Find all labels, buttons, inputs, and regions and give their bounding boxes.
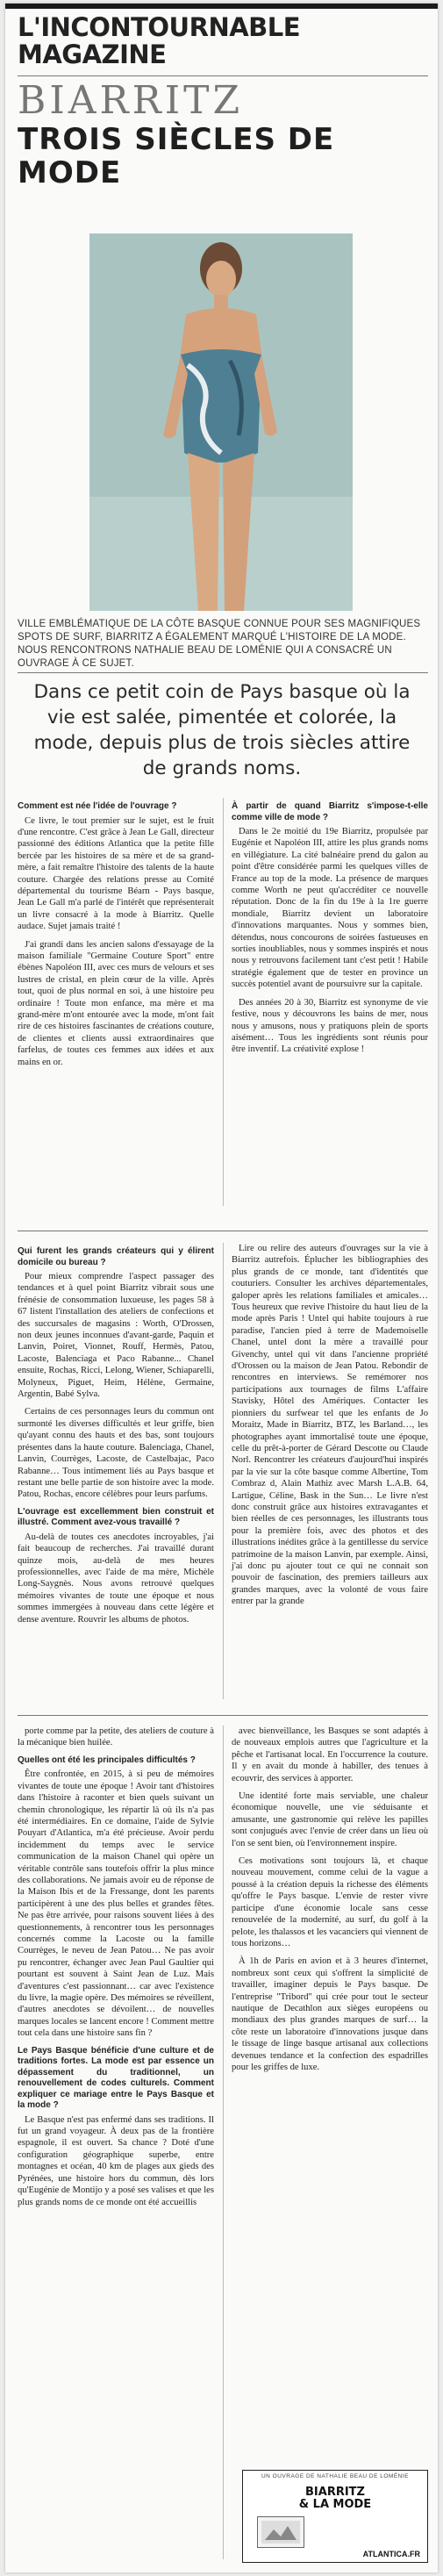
column-1 <box>18 798 214 1074</box>
paragraph: J'ai grandi dans les ancien salons d'essayage de la maison familiale "Germaine Couture Sport" entre ébènes Napoléon III, avec ces murs de velours et ses lustres de cristal, en plein cœur de la ville. Après tout, quoi de plus normal en soi, à une histoire peu ordinaire ! Toute mon enfance, ma mère et ma grand-mère m'ont entourée avec la mode, m'ont fait rire de ces histoires fascinantes de créations couture, de clientes et clients aussi extraordinaires que farfelus, de toutes ces femmes aux idées et aux mains en or. <box>18 939 214 1067</box>
top-bar <box>5 4 438 9</box>
section-rule <box>18 1715 428 1716</box>
column-separator <box>223 1726 224 2559</box>
column-3 <box>18 1243 214 1632</box>
paragraph: À 1h de Paris en avion et à 3 heures d'internet, nombreux sont ceux qui s'offrent la simplicité de travailler, imaginer depuis le Pays basque. De l'entreprise "Tribord" qui crée pour tout le secteur nautique de Decathlon aux sièges européens ou mondiaux des plus grandes marques de surf… la côte reste un laboratoire d'innovations jusque dans le tissage de linge basque artisanal aux collections devenues tendance et la confection des espadrilles pour les griffes de luxe. <box>232 1956 428 2072</box>
question: L'ouvrage est excellemment bien construit et illustré. Comment avez-vous travaillé ? <box>18 1506 214 1528</box>
question: Comment est née l'idée de l'ouvrage ? <box>18 801 177 811</box>
publisher-website: ATLANTICA.FR <box>362 2550 420 2558</box>
article-lede: VILLE EMBLÉMATIQUE DE LA CÔTE BASQUE CONNUE POUR SES MAGNIFIQUES SPOTS DE SURF, BIARRITZ A ÉGALEMENT MARQUÉ L'HISTOIRE DE LA MODE. NOUS RENCONTRONS NATHALIE BEAU DE LOMÉNIE QUI A CONSACRÉ UN OUVRAGE À CE SUJET. <box>18 619 421 669</box>
ad-title-line: BIARRITZ <box>305 2486 365 2499</box>
column-separator <box>223 1243 224 1699</box>
book-advert <box>242 2470 428 2563</box>
article-title-city: BIARRITZ <box>18 78 244 123</box>
ad-book-title <box>243 2486 427 2511</box>
paragraph: Ces motivations sont toujours là, et chaque nouveau mouvement, comme celui de la vague a poussé à la création depuis la richesse des éléments qu'offre le Pays basque. L'envie de rester vivre participe d'une économie locale sans cesse renouvelée de la modernité, au surf, du golf à la pelote, les thalassos et les vacanciers qui viennent de tous horizons… <box>232 1856 428 1948</box>
book-cover-icon <box>258 2517 304 2547</box>
column-separator <box>223 798 224 1206</box>
magazine-page <box>5 4 438 2572</box>
paragraph: Des années 20 à 30, Biarritz est synonyme de vie festive, nous y découvrons les bains de mer, nous nous y amusons, nous y pratiquons plein de sports aisément… Tous les ingrédients sont réunis pour être inventif. La créativité explose ! <box>232 997 428 1055</box>
paragraph: Une identité forte mais serviable, une chaleur économique nouvelle, une vie séduisante et amusante, une gastronomie qui relève les papilles sont conjugués avec l'envie de créer dans un lieu où l'on se sent bien, où l'environnement inspire. <box>232 1791 428 1848</box>
swimsuit-model-illustration <box>89 233 353 611</box>
ad-tagline: UN OUVRAGE DE NATHALIE BEAU DE LOMÉNIE <box>261 2473 410 2479</box>
pull-quote: Dans ce petit coin de Pays basque où la vie est salée, pimentée et colorée, la mode, depuis plus de trois siècles attire de grands noms. <box>33 681 411 779</box>
question: Le Pays Basque bénéficie d'une culture et de traditions fortes. La mode est par essence un dépassement du traditionnel, un renouvellement de codes culturels. Comment expliquer ce mariage entre le Pays Basque et la mode ? <box>18 2045 214 2111</box>
paragraph: porte comme par la petite, des ateliers de couture à la mécanique bien huilée. <box>18 1726 214 1748</box>
question: Qui furent les grands créateurs qui y élirent domicile ou bureau ? <box>18 1246 214 1267</box>
column-2 <box>232 798 428 1062</box>
paragraph: avec bienveillance, les Basques se sont adaptés à de nouveaux emplois autres que l'agriculture et la pêche et l'artisanat local. En l'occurrence la couture. Il y en avait du monde à habiller, des tenues à ecouvrir, des services à apporter. <box>232 1726 428 1783</box>
header-rule <box>18 75 428 76</box>
paragraph: Certains de ces personnages leurs du commun ont surmonté les diverses difficultés et leur griffe, bien qu'ayant connu des hauts et des bas, sont toujours présentes dans la haute couture. Balenciaga, Chanel, Lanvin, Courrèges, Lacoste, de Castelbajac, Paco Rabanne… Tous intimement liés au Pays basque et restant une belle partie de son histoire avec la mode. Patou, Rochas, encore célèbres pour leurs parfums. <box>18 1407 214 1500</box>
paragraph: Dans le 2e moitié du 19e Biarritz, propulsée par Eugénie et Napoléon III, attire les plus grands noms en villégiature. La cité balnéaire prend du galon au point d'être considérée parmi les quelques villes de France au top de la mode. La présence de marques comme Worth ne peut qu'accréditer ce nouvelle réputation. Donc de la fin du 19e à la 1re guerre mondiale, Biarritz devient un laboratoire d'innovations marquantes. Nous y sommes bien, détendus, nous concourons de soirées fastueuses en sorties inoubliables, nous y sommes inspirés et nous nous y retrouvons facilement tant c'est petit ! Habile stratégie également que de tester en province un succès potentiel avant de poursuivre sur la capitale. <box>232 827 428 990</box>
paragraph: Le Basque n'est pas enfermé dans ses traditions. Il fut un grand voyageur. À deux pas de la frontière espagnole, il est ouvert. Sa chance ? Doté d'une configuration géographique superbe, entre montagnes et océan, 40 km de plages aux gieds des Pyrénées, une histoire hors du commun, dès lors qu'Eugénie de Montijo y a posé ses valises et que les plus grands noms de ce monde ont été accueillis <box>18 2114 214 2207</box>
column-4 <box>232 1243 428 1614</box>
paragraph: Au-delà de toutes ces anecdotes incroyables, j'ai fait beaucoup de recherches. J'ai travaillé durant quinze mois, au-delà de mes heures professionnelles, avec l'aide de ma mère, Michèle Long-Saygnès. Nous avons retrouvé quelques mémoires vivantes de toute une époque et nous sommes immergées à nouveau dans cette légère et dense aventure. Rouvrir les albums de photos. <box>18 1532 214 1625</box>
paragraph: Pour mieux comprendre l'aspect passager des tendances et à quel point Biarritz vibrait sous une frénésie de consommation luxueuse, les pages 58 à 67 listent l'installation des ateliers de confections et des succursales de magasins : Worth, O'Drossen, non deux jeunes inconnues d'avant-garde, Paquin et Lanvin, Poiret, Vionnet, Rouff, Hermès, Patou, Lacoste, Balenciaga et Paco Rabanne... Chanel ensuite, Rochas, Ricci, Lelong, Wiener, Schiaparelli, Molyneux, Piguet, Heim, Hélène, Germaine, Argentin, Babé Sylva. <box>18 1272 214 1400</box>
lede-rule <box>18 672 428 673</box>
article-title: TROIS SIÈCLES DE MODE <box>18 122 335 190</box>
question: À partir de quand Biarritz s'impose-t-elle comme ville de mode ? <box>232 801 428 822</box>
paragraph: Ce livre, le tout premier sur le sujet, est le fruit d'une rencontre. C'est grâce à Jean Le Gall, directeur passionné des éditions Atlantica que la petite fille bercée par les histoires de sa mère et de sa grand-mère, a fait remaître l'histoire des talents de la haute couture. Chargée des relations presse au Comité départemental du tourisme Béarn - Pays basque, Jean Le Gall m'a parlé de l'intérêt que représenterait un livre consacré à la mode à Biarritz. Quelle audace. Sujet jamais traité ! <box>18 815 214 932</box>
model-photo <box>89 233 353 611</box>
question: Quelles ont été les principales difficultés ? <box>18 1754 196 1765</box>
column-6 <box>232 1726 428 2079</box>
paragraph: Lire ou relire des auteurs d'ouvrages sur la vie à Biarritz autrefois. Éplucher les bibliographies des plus grands de ce monde, tant d'identités que couturiers. Consulter les archives départementales, galoper après les relations familiales et amicales… Tous heureux que revive l'histoire du haut lieu de la mode après Paris ! Untel qui habite toujours à rue paradise, l'ancien pied à terre de Mademoiselle Chanel, untel dont la mère a travaillé pour Givenchy, untel qui vit dans l'ancienne propriété d'Orossen ou la maison de Jean Patou. Rebondir de rencontres en interviews. Se remémorer nos participations aux tournages de films L'affaire Stavisky, Hôtel des Amériques. Contacter les pionniers du surfwear tel que les enfants de Jo Moraitz, Made in Biarritz, BTZ, les Barland…, les photographes ayant immortalisé toute une époque, celle du prêt-à-porter de Gérard Descotte ou Claude Norl. Rencontrer les créateurs d'aujourd'hui inspirés par la vie sur la côte basque comme Albertine, Tom Combraz d, Alain Mathiz avec Marsh L.A.B. 64, Lartigue, Céline, Bask in the Sun… Le livre n'est donc construit grâce aux histoires extravagantes et bien réelles de ces personnages, les illustrants tous pour la première fois, avec des photos et des illustrations inédites grâce à la gentillesse du service patrimoine de la maison Lanvin, par exemple. Ainsi, j'ai donc pu ajouter tout ce qui ne connait son pouvoir de fascination, des premiers tailleurs aux grandes marques, avec la volonté de vous faire entrer par la grande <box>232 1244 428 1607</box>
column-5 <box>18 1726 214 2214</box>
magazine-kicker: L'INCONTOURNABLE MAGAZINE <box>18 12 301 69</box>
book-cover-image <box>257 2516 304 2548</box>
ad-title-line: & LA MODE <box>298 2498 372 2511</box>
paragraph: Être confrontée, en 2015, à si peu de mémoires vivantes de toute une époque ! Avoir tant d'histoires dans l'histoire à raconter et bien quels suivant un chemin chronologique, les répartir là où ils n'a pas été intermédiaires. En ce domaine, l'aide de Sylvie Pouyart d'Atlantica, m'a été précieuse. Avoir perdu incidemment du temps avec le service communication de la maison Chanel qui opère un véritable contrôle sans toutefois offrir la plus mince des collaborations. Ne jamais avoir eu de réponse de la Maison Ibis et de la Fressange, dont les parents participèrent à une des plus belles et grandes fêtes. Ne pas être arrivée, pour raisons souvent liées à des questionnements, à rencontrer tous les personnages concernés comme la Lacoste ou la famille Courrèges, le neveu de Jean Patou… Ne pas avoir pu rencontrer, échanger avec Jean Paul Gaultier qui pourtant est souvent à Saint Jean de Luz. Mais d'aventures c'est passionnant… car avec l'existence du livre, la magie opère. Des mémoires se réveillent, d'autres anecdotes se dévoilent… de nouvelles marques locales se lancent encore ! Comment mettre tout cela dans une histoire sans fin ? <box>18 1769 214 2039</box>
